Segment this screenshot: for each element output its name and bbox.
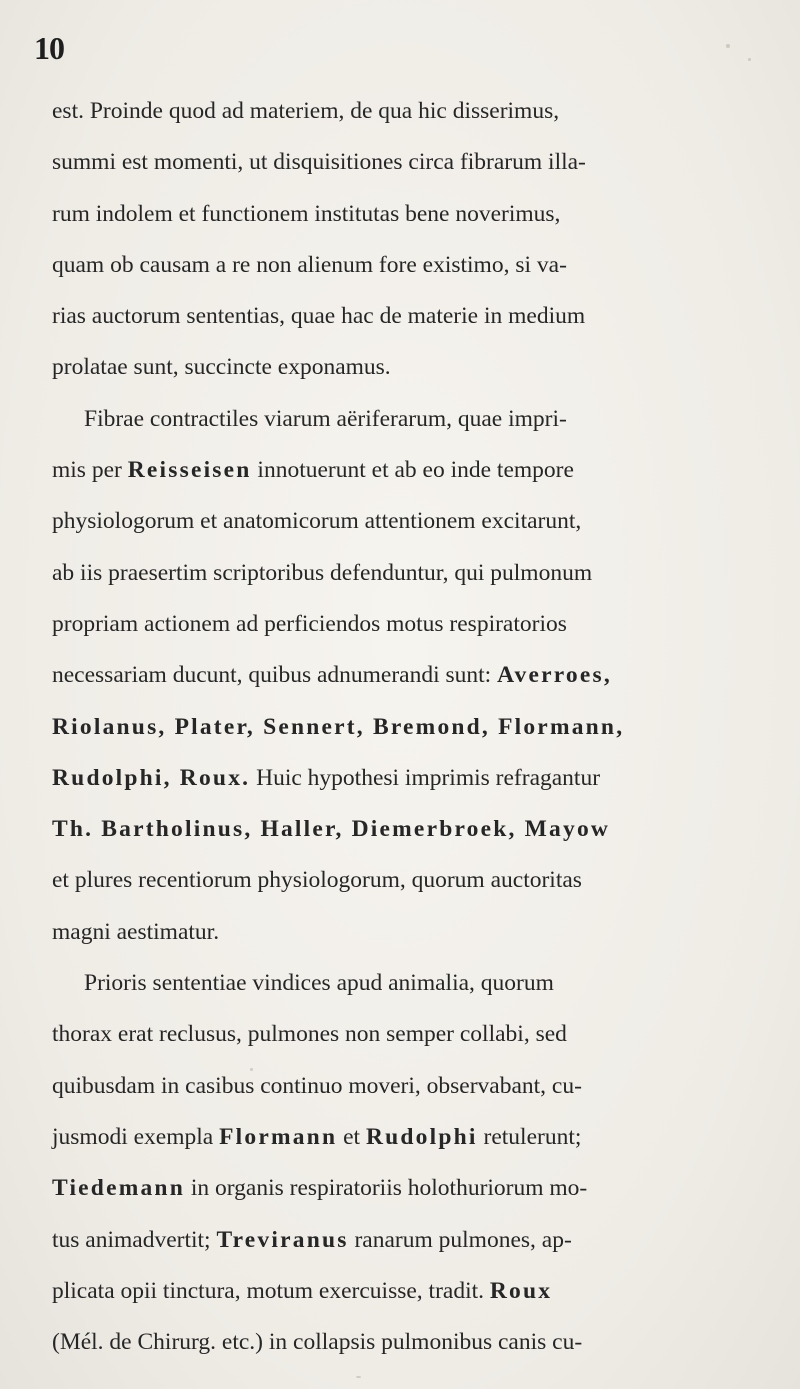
text-line xyxy=(52,394,800,445)
text-segment: ranarum pulmones, ap- xyxy=(348,1226,572,1253)
text-segment: thorax erat reclusus, pulmones non semper collabi, sed xyxy=(52,1021,567,1048)
spaced-name: Tiedemann xyxy=(52,1175,185,1202)
text-line xyxy=(52,958,800,1009)
text-segment: magni aestimatur. xyxy=(52,918,220,945)
text-segment: (Mél. de Chirurg. etc.) in collapsis pulmonibus canis cu- xyxy=(52,1329,583,1356)
text-line xyxy=(52,1163,800,1214)
text-line xyxy=(52,702,800,753)
text-line xyxy=(52,548,800,599)
spaced-name: Rudolphi xyxy=(365,1123,478,1150)
text-segment: summi est momenti, ut disquisitiones circa fibrarum illa- xyxy=(52,149,586,176)
text-segment: rum indolem et functionem institutas bene noverimus, xyxy=(52,200,561,227)
body-text xyxy=(52,86,800,1368)
text-line xyxy=(52,650,800,701)
text-segment: retulerunt; xyxy=(477,1123,582,1150)
text-line xyxy=(52,599,800,650)
text-line xyxy=(52,342,800,393)
text-segment: ab iis praesertim scriptoribus defenduntur, qui pulmonum xyxy=(52,559,593,586)
paper-speck xyxy=(356,1376,361,1378)
page-number: 10 xyxy=(34,30,64,66)
text-segment: physiologorum et anatomicorum attentionem excitarunt, xyxy=(52,508,582,535)
spaced-name: Reisseisen xyxy=(127,457,252,484)
spaced-name: Flormann xyxy=(219,1123,338,1150)
text-segment: est. Proinde quod ad materiem, de qua hic disserimus, xyxy=(52,98,560,124)
text-segment: plicata opii tinctura, motum exercuisse, tradit. xyxy=(52,1277,490,1304)
text-line xyxy=(52,1215,800,1266)
text-line xyxy=(52,189,800,240)
text-line xyxy=(52,1061,800,1112)
text-segment: in organis respiratoriis holothuriorum mo- xyxy=(184,1175,588,1202)
spaced-name: Roux xyxy=(489,1277,553,1304)
text-line xyxy=(52,240,800,291)
text-line xyxy=(52,1317,800,1368)
text-segment: propriam actionem ad perficiendos motus respiratorios xyxy=(52,610,567,637)
text-line xyxy=(52,1112,800,1163)
text-segment: Prioris sententiae vindices apud animalia, quorum xyxy=(84,970,554,997)
spaced-name: Th. Bartholinus, Haller, Diemerbroek, Mayow xyxy=(52,816,611,843)
text-line xyxy=(52,291,800,342)
text-segment: rias auctorum sententias, quae hac de materie in medium xyxy=(52,303,586,330)
text-line xyxy=(52,137,800,188)
text-line xyxy=(52,1266,800,1317)
spaced-name: Rudolphi, Roux. xyxy=(52,764,251,791)
text-segment: jusmodi exempla xyxy=(52,1123,220,1150)
text-segment: Fibrae contractiles viarum aëriferarum, quae impri- xyxy=(84,405,567,432)
spaced-name: Treviranus xyxy=(216,1226,349,1253)
paper-speck xyxy=(250,1068,253,1071)
text-segment: prolatae sunt, succincte exponamus. xyxy=(52,354,391,381)
text-line xyxy=(52,855,800,906)
text-line xyxy=(52,804,800,855)
text-line xyxy=(52,1009,800,1060)
text-line xyxy=(52,86,800,137)
text-segment: innotuerunt et ab eo inde tempore xyxy=(251,457,574,484)
spaced-name: Riolanus, Plater, Sennert, Bremond, Flormann, xyxy=(52,713,625,740)
text-line xyxy=(52,445,800,496)
paper-speck xyxy=(726,44,730,48)
text-segment: quam ob causam a re non alienum fore existimo, si va- xyxy=(52,251,567,278)
text-line xyxy=(52,907,800,958)
paper-speck xyxy=(748,58,751,61)
spaced-name: Averroes, xyxy=(497,662,612,689)
text-segment: tus animadvertit; xyxy=(52,1226,217,1253)
text-segment: necessariam ducunt, quibus adnumerandi sunt: xyxy=(52,662,498,689)
text-line xyxy=(52,496,800,547)
text-segment: quibusdam in casibus continuo moveri, observabant, cu- xyxy=(52,1072,582,1099)
text-segment: et xyxy=(337,1123,366,1150)
text-segment: et plures recentiorum physiologorum, quorum auctoritas xyxy=(52,867,582,894)
text-line xyxy=(52,753,800,804)
text-segment: mis per xyxy=(52,457,128,484)
text-segment: Huic hypothesi imprimis refragantur xyxy=(250,764,601,791)
